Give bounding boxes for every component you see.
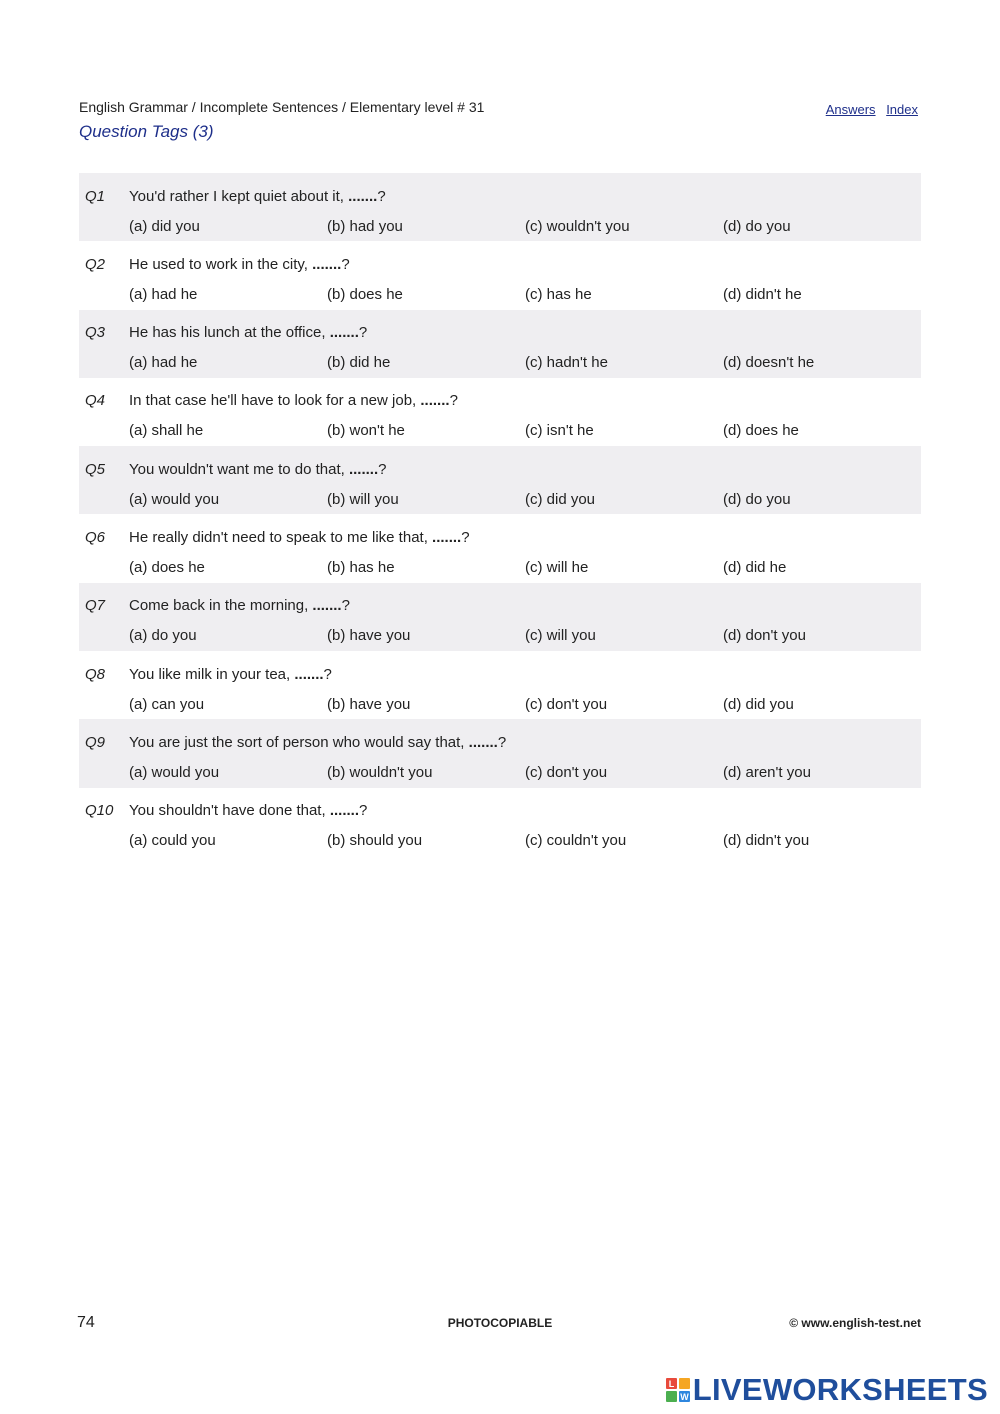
question-line <box>79 795 921 827</box>
question-mark: ? <box>341 597 350 615</box>
top-links <box>819 102 918 117</box>
question-blank: ....... <box>420 392 450 410</box>
question-item <box>79 583 921 651</box>
question-stem: He used to work in the city, <box>129 255 313 273</box>
question-item <box>79 651 921 719</box>
answer-option[interactable]: (a) do you <box>129 627 197 645</box>
page-number: 74 <box>77 1314 95 1331</box>
question-line <box>79 658 921 690</box>
question-number: Q7 <box>85 597 106 615</box>
question-text <box>129 256 350 273</box>
copyright: © www.english-test.net <box>789 1316 921 1330</box>
answer-option[interactable]: (a) would you <box>129 490 220 508</box>
question-number: Q5 <box>85 460 106 478</box>
answer-option[interactable]: (d) didn't you <box>723 832 810 850</box>
question-number: Q10 <box>85 802 114 820</box>
answer-option[interactable]: (c) don't you <box>525 695 608 713</box>
question-text <box>129 529 470 546</box>
answer-option[interactable]: (c) has he <box>525 285 592 303</box>
question-line <box>79 453 921 485</box>
question-line <box>79 317 921 349</box>
answer-option[interactable]: (a) had he <box>129 354 198 372</box>
question-item <box>79 719 921 787</box>
answer-options <box>79 690 921 718</box>
answer-option[interactable]: (a) did you <box>129 217 200 235</box>
question-blank: ....... <box>329 802 359 820</box>
answer-option[interactable]: (c) did you <box>525 490 596 508</box>
question-line <box>79 180 921 212</box>
answer-option[interactable]: (b) have you <box>327 627 411 645</box>
breadcrumb: English Grammar / Incomplete Sentences / Elementary level # 31 <box>79 99 485 115</box>
answer-option[interactable]: (a) can you <box>129 695 205 713</box>
svg-text:W: W <box>679 1392 689 1402</box>
answer-options <box>79 280 921 308</box>
answer-option[interactable]: (d) do you <box>723 217 791 235</box>
answer-option[interactable]: (d) did you <box>723 695 794 713</box>
question-number: Q2 <box>85 255 106 273</box>
question-mark: ? <box>323 665 332 683</box>
question-number: Q9 <box>85 733 106 751</box>
question-mark: ? <box>377 187 386 205</box>
answer-option[interactable]: (c) will he <box>525 558 589 576</box>
answer-options <box>79 417 921 445</box>
answer-option[interactable]: (d) doesn't he <box>723 354 815 372</box>
question-mark: ? <box>449 392 458 410</box>
liveworksheets-wordmark: LIVEWORKSHEETS <box>692 1372 988 1407</box>
answer-option[interactable]: (b) won't he <box>327 422 405 440</box>
answer-option[interactable]: (b) have you <box>327 695 411 713</box>
question-mark: ? <box>461 528 470 546</box>
question-item <box>79 241 921 309</box>
answer-option[interactable]: (c) wouldn't you <box>525 217 630 235</box>
answer-option[interactable]: (c) will you <box>525 627 596 645</box>
question-mark: ? <box>359 802 368 820</box>
answer-option[interactable]: (a) does he <box>129 558 205 576</box>
question-item <box>79 514 921 582</box>
question-stem: You like milk in your tea, <box>129 665 295 683</box>
photocopiable-label: PHOTOCOPIABLE <box>447 1316 553 1330</box>
answer-option[interactable]: (d) did he <box>723 558 787 576</box>
answer-option[interactable]: (b) has he <box>327 558 395 576</box>
question-text <box>129 666 332 683</box>
answer-option[interactable]: (d) don't you <box>723 627 806 645</box>
question-number: Q4 <box>85 392 106 410</box>
question-item <box>79 173 921 241</box>
answer-option[interactable]: (c) isn't he <box>525 422 594 440</box>
answer-options <box>79 758 921 786</box>
question-stem: He really didn't need to speak to me like that, <box>129 528 433 546</box>
question-stem: You shouldn't have done that, <box>129 802 330 820</box>
question-stem: You are just the sort of person who would say that, <box>129 733 469 751</box>
question-item <box>79 310 921 378</box>
question-stem: You wouldn't want me to do that, <box>129 460 349 478</box>
answer-option[interactable]: (d) does he <box>723 422 799 440</box>
answer-option[interactable]: (d) didn't he <box>723 285 802 303</box>
answer-option[interactable]: (d) do you <box>723 490 791 508</box>
question-item <box>79 788 921 856</box>
answer-option[interactable]: (d) aren't you <box>723 763 811 781</box>
question-mark: ? <box>341 255 350 273</box>
answer-option[interactable]: (c) couldn't you <box>525 832 627 850</box>
question-text <box>129 392 458 409</box>
question-line <box>79 248 921 280</box>
answer-options <box>79 553 921 581</box>
answer-options <box>79 485 921 513</box>
question-mark: ? <box>497 733 507 751</box>
answer-option[interactable]: (c) don't you <box>525 763 608 781</box>
question-line <box>79 726 921 758</box>
question-text <box>129 802 367 819</box>
question-number: Q8 <box>85 665 106 683</box>
question-blank: ....... <box>432 528 462 546</box>
question-stem: You'd rather I kept quiet about it, <box>129 187 349 205</box>
question-blank: ....... <box>312 597 342 615</box>
question-blank: ....... <box>294 665 324 683</box>
question-line <box>79 521 921 553</box>
question-line <box>79 385 921 417</box>
answer-option[interactable]: (b) did he <box>327 354 391 372</box>
question-item <box>79 378 921 446</box>
answer-option[interactable]: (b) should you <box>327 832 423 850</box>
question-stem: Come back in the morning, <box>129 597 313 615</box>
page-title: Question Tags (3) <box>79 122 214 141</box>
answer-option[interactable]: (b) does he <box>327 285 403 303</box>
question-mark: ? <box>378 460 387 478</box>
answer-option[interactable]: (b) will you <box>327 490 399 508</box>
question-blank: ....... <box>348 460 379 478</box>
question-line <box>79 590 921 622</box>
answer-option[interactable]: (a) had he <box>129 285 198 303</box>
question-blank: ....... <box>329 324 359 342</box>
question-item <box>79 446 921 514</box>
question-text <box>129 324 367 341</box>
answer-option[interactable]: (b) had you <box>327 217 403 235</box>
question-text <box>129 734 506 751</box>
answer-option[interactable]: (a) would you <box>129 763 220 781</box>
question-list <box>79 173 921 856</box>
answer-options <box>79 827 921 855</box>
answer-option[interactable]: (a) shall he <box>129 422 204 440</box>
question-stem: In that case he'll have to look for a new job, <box>129 392 421 410</box>
question-text <box>129 597 350 614</box>
svg-text:L: L <box>668 1379 674 1389</box>
question-number: Q1 <box>85 187 106 205</box>
answers-link[interactable]: Answers <box>825 102 876 117</box>
answer-option[interactable]: (c) hadn't he <box>525 354 608 372</box>
answer-option[interactable]: (b) wouldn't you <box>327 763 433 781</box>
question-number: Q3 <box>85 324 106 342</box>
answer-options <box>79 349 921 377</box>
question-mark: ? <box>358 324 368 342</box>
index-link[interactable]: Index <box>886 102 918 117</box>
answer-options <box>79 212 921 240</box>
question-text <box>129 461 387 478</box>
question-blank: ....... <box>468 733 498 751</box>
question-blank: ....... <box>312 255 342 273</box>
question-number: Q6 <box>85 528 106 546</box>
answer-option[interactable]: (a) could you <box>129 832 216 850</box>
liveworksheets-brand <box>666 1372 988 1408</box>
liveworksheets-logo-icon <box>666 1378 690 1402</box>
question-stem: He has his lunch at the office, <box>129 324 330 342</box>
question-blank: ....... <box>348 187 378 205</box>
answer-options <box>79 622 921 650</box>
question-text <box>129 188 386 205</box>
